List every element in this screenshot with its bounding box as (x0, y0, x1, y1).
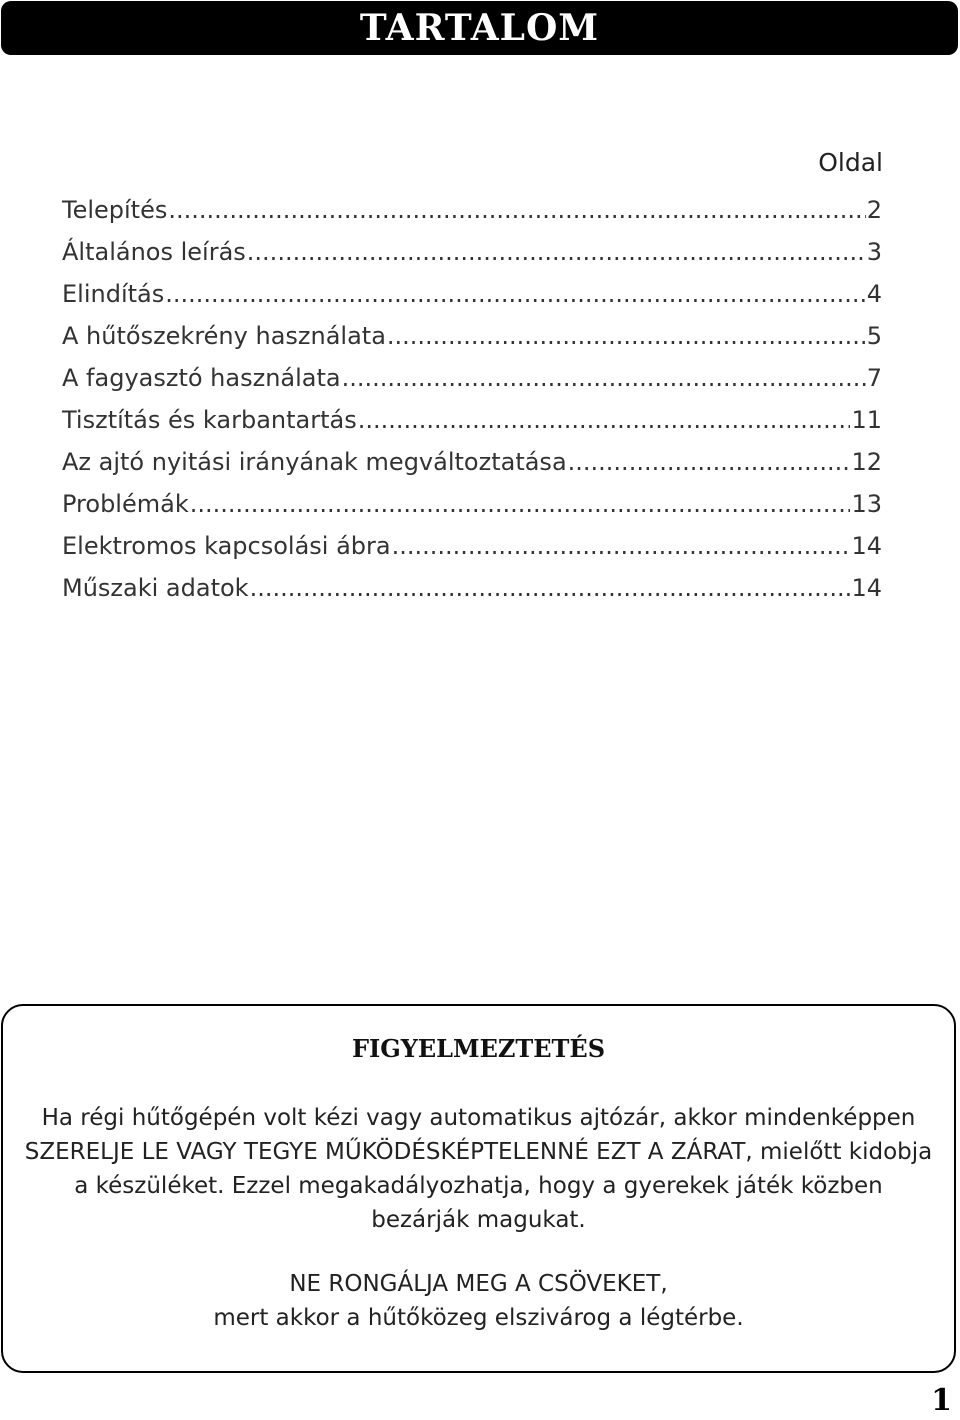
warning-pipes-line2: mert akkor a hűtőközeg elszivárog a légtérbe. (213, 1305, 744, 1331)
toc-leader-dots (387, 322, 866, 350)
toc-entry-page: 7 (866, 364, 882, 392)
toc-entry-title: Tisztítás és karbantartás (62, 406, 357, 434)
toc-entry (62, 448, 882, 490)
toc-entry (62, 364, 882, 406)
toc-leader-dots (358, 406, 851, 434)
page-column-label: Oldal (818, 148, 883, 177)
toc-leader-dots (190, 490, 851, 518)
toc-entry-title: Elindítás (62, 280, 165, 308)
table-of-contents (62, 196, 882, 616)
warning-pipes-line1: NE RONGÁLJA MEG A CSÖVEKET, (289, 1271, 668, 1297)
toc-leader-dots (342, 364, 866, 392)
toc-entry-page: 13 (851, 490, 882, 518)
toc-entry-title: Elektromos kapcsolási ábra (62, 532, 391, 560)
warning-paragraph-pipes (23, 1267, 934, 1335)
toc-entry-title: Általános leírás (62, 238, 246, 266)
toc-leader-dots (165, 280, 865, 308)
toc-entry-page: 14 (851, 532, 882, 560)
toc-entry-page: 12 (851, 448, 882, 476)
toc-entry-title: A hűtőszekrény használata (62, 322, 386, 350)
toc-entry (62, 238, 882, 280)
toc-entry-title: Telepítés (62, 196, 168, 224)
toc-entry-page: 14 (851, 574, 882, 602)
toc-leader-dots (247, 238, 866, 266)
toc-entry (62, 574, 882, 616)
toc-entry-title: Műszaki adatok (62, 574, 249, 602)
warning-heading: FIGYELMEZTETÉS (351, 1034, 606, 1063)
title-bar (1, 1, 958, 55)
toc-entry (62, 490, 882, 532)
toc-entry-page: 4 (866, 280, 882, 308)
toc-leader-dots (392, 532, 851, 560)
toc-entry-page: 11 (851, 406, 882, 434)
toc-entry (62, 280, 882, 322)
toc-entry-title: A fagyasztó használata (62, 364, 341, 392)
page-number: 1 (931, 1383, 952, 1418)
toc-leader-dots (568, 448, 851, 476)
warning-box (1, 1004, 956, 1373)
toc-entry-title: Problémák (62, 490, 189, 518)
toc-entry (62, 196, 882, 238)
warning-paragraph: Ha régi hűtőgépén volt kézi vagy automatikus ajtózár, akkor mindenképpen SZERELJE LE VAGY TEGYE MŰKÖDÉSKÉPTELENNÉ EZT A ZÁRAT, mielőtt kidobja a készüléket. Ezzel megakadályozhatja, hogy a gyerekek játék közben bezárják magukat. (24, 1105, 933, 1233)
toc-entry-page: 2 (866, 196, 882, 224)
toc-leader-dots (250, 574, 851, 602)
toc-entry (62, 532, 882, 574)
toc-entry (62, 322, 882, 364)
toc-entry (62, 406, 882, 448)
toc-entry-page: 5 (866, 322, 882, 350)
toc-entry-page: 3 (866, 238, 882, 266)
toc-leader-dots (168, 196, 865, 224)
page-title: TARTALOM (359, 7, 600, 49)
toc-entry-title: Az ajtó nyitási irányának megváltoztatása (62, 448, 567, 476)
